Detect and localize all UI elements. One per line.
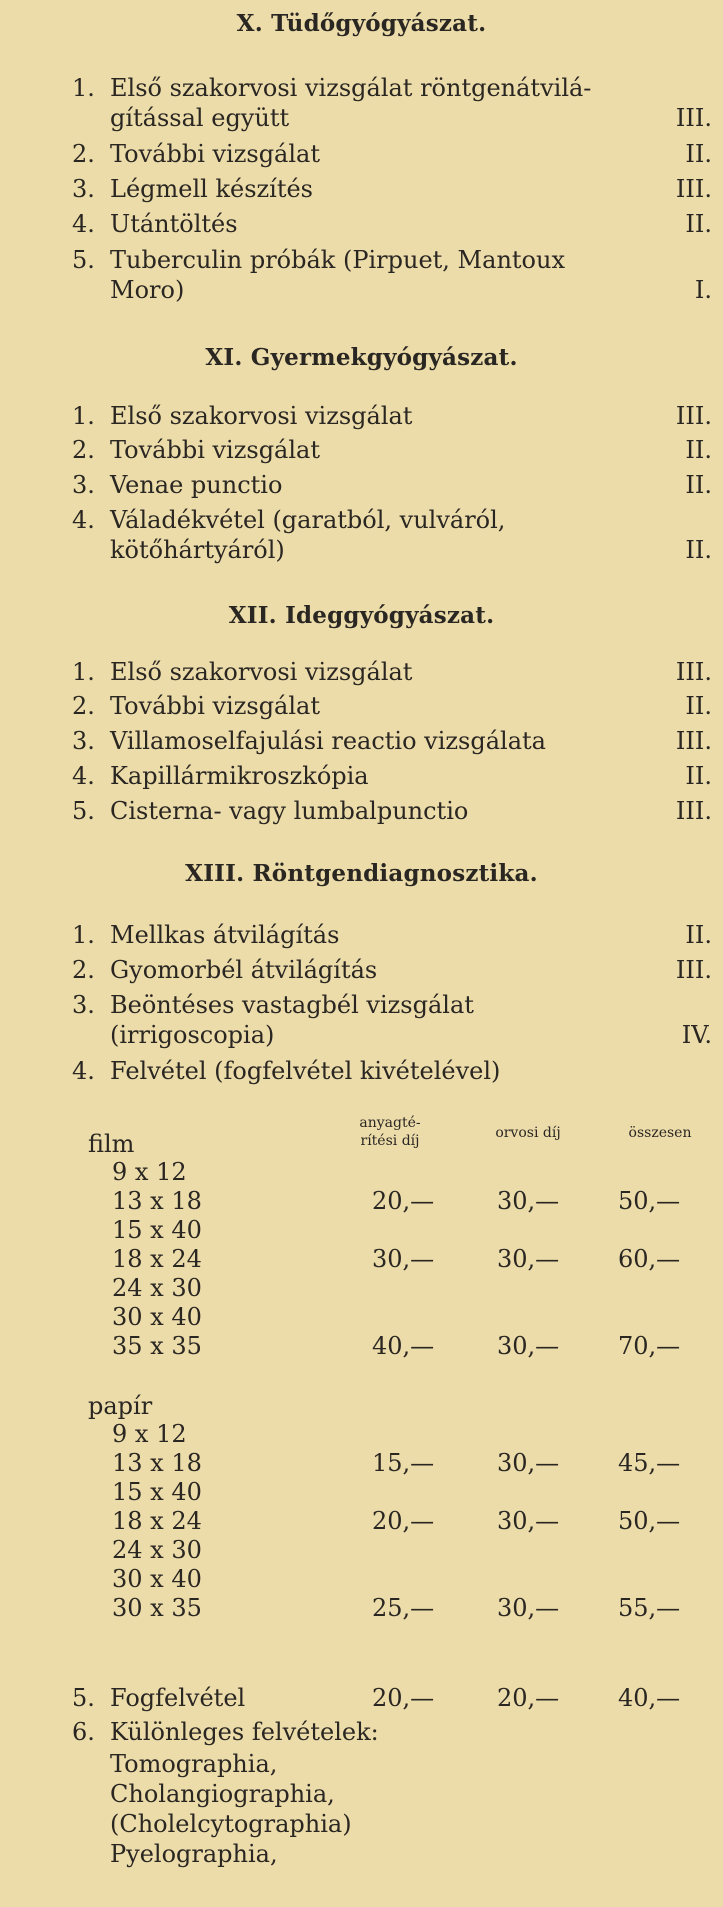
item-number: 3. bbox=[72, 175, 95, 203]
material-fee: 20,— bbox=[372, 1187, 435, 1215]
paper-size: 30 x 35 bbox=[112, 1594, 202, 1622]
table-row bbox=[0, 1420, 723, 1448]
film-size: 13 x 18 bbox=[112, 1187, 202, 1215]
item-text: Mellkas átvilágítás bbox=[110, 921, 340, 949]
item-number: 2. bbox=[72, 692, 95, 720]
table-row bbox=[0, 1303, 723, 1331]
item-number: 4. bbox=[72, 506, 95, 534]
paper-size: 18 x 24 bbox=[112, 1507, 202, 1535]
film-size: 18 x 24 bbox=[112, 1245, 202, 1273]
item-grade: III. bbox=[675, 175, 712, 203]
item-grade: II. bbox=[685, 762, 712, 790]
item-grade: IV. bbox=[681, 1021, 712, 1049]
film-size: 15 x 40 bbox=[112, 1216, 202, 1244]
item-text: Tuberculin próbák (Pirpuet, Mantoux bbox=[110, 246, 565, 274]
item-number: 4. bbox=[72, 210, 95, 238]
item-number: 6. bbox=[72, 1718, 95, 1746]
item-number: 2. bbox=[72, 436, 95, 464]
table-row bbox=[0, 1158, 723, 1186]
table-row bbox=[0, 1478, 723, 1506]
item-grade: II. bbox=[685, 692, 712, 720]
item-text: Kapillármikroszkópia bbox=[110, 762, 369, 790]
item-number: 2. bbox=[72, 140, 95, 168]
paper-size: 13 x 18 bbox=[112, 1449, 202, 1477]
material-fee: 15,— bbox=[372, 1449, 435, 1477]
item-text: Gyomorbél átvilágítás bbox=[110, 956, 378, 984]
item-text-continued: (irrigoscopia) bbox=[110, 1021, 275, 1049]
item-number: 3. bbox=[72, 471, 95, 499]
film-size: 30 x 40 bbox=[112, 1303, 202, 1331]
film-size: 9 x 12 bbox=[112, 1158, 187, 1186]
material-fee: 40,— bbox=[372, 1332, 435, 1360]
table-row bbox=[0, 1565, 723, 1593]
item-grade: III. bbox=[675, 402, 712, 430]
item-number: 4. bbox=[72, 1057, 95, 1085]
item-grade: II. bbox=[685, 536, 712, 564]
item-grade: II. bbox=[685, 140, 712, 168]
column-header-line: anyagté- bbox=[359, 1115, 421, 1131]
total-fee: 45,— bbox=[618, 1449, 681, 1477]
paper-size: 9 x 12 bbox=[112, 1420, 187, 1448]
total-fee: 60,— bbox=[618, 1245, 681, 1273]
doctor-fee: 30,— bbox=[497, 1449, 560, 1477]
item-text: Fogfelvétel bbox=[110, 1684, 246, 1712]
column-header-total: összesen bbox=[628, 1125, 692, 1141]
section-title: XI. Gyermekgyógyászat. bbox=[205, 344, 518, 371]
material-fee: 20,— bbox=[372, 1684, 435, 1712]
group-label: film bbox=[88, 1130, 135, 1158]
item-text-continued: gítással együtt bbox=[110, 104, 290, 132]
item-text: Utántöltés bbox=[110, 210, 238, 238]
item-text: További vizsgálat bbox=[110, 692, 320, 720]
item-text-continued: Moro) bbox=[110, 276, 185, 304]
item-number: 5. bbox=[72, 246, 95, 274]
sub-item-text: Pyelographia, bbox=[110, 1840, 278, 1868]
item-text-continued: kötőhártyáról) bbox=[110, 536, 285, 564]
item-text: Cisterna- vagy lumbalpunctio bbox=[110, 797, 469, 825]
item-text: Villamoselfajulási reactio vizsgálata bbox=[110, 727, 546, 755]
table-row bbox=[0, 1536, 723, 1564]
item-number: 5. bbox=[72, 1684, 95, 1712]
item-text: Felvétel (fogfelvétel kivételével) bbox=[110, 1057, 501, 1085]
item-number: 1. bbox=[72, 74, 95, 102]
table-row bbox=[0, 1507, 723, 1535]
item-grade: II. bbox=[685, 471, 712, 499]
table-row bbox=[0, 1245, 723, 1273]
item-text: Első szakorvosi vizsgálat bbox=[110, 402, 413, 430]
item-grade: III. bbox=[675, 658, 712, 686]
doctor-fee: 30,— bbox=[497, 1594, 560, 1622]
item-number: 3. bbox=[72, 727, 95, 755]
column-header-line: rítési díj bbox=[360, 1133, 420, 1149]
section-title: X. Tüdőgyógyászat. bbox=[236, 10, 487, 37]
table-row bbox=[0, 1187, 723, 1215]
item-number: 4. bbox=[72, 762, 95, 790]
column-header-material-fee bbox=[335, 1114, 445, 1150]
total-fee: 70,— bbox=[618, 1332, 681, 1360]
paper-size: 15 x 40 bbox=[112, 1478, 202, 1506]
table-row bbox=[0, 1684, 723, 1712]
table-row bbox=[0, 1594, 723, 1622]
paper-size: 30 x 40 bbox=[112, 1565, 202, 1593]
material-fee: 20,— bbox=[372, 1507, 435, 1535]
item-text: Légmell készítés bbox=[110, 175, 313, 203]
item-text: Első szakorvosi vizsgálat bbox=[110, 658, 413, 686]
group-label: papír bbox=[88, 1392, 153, 1420]
sub-item-text: Tomographia, bbox=[110, 1750, 278, 1778]
item-grade: II. bbox=[685, 210, 712, 238]
doctor-fee: 30,— bbox=[497, 1245, 560, 1273]
item-text: Különleges felvételek: bbox=[110, 1718, 379, 1746]
sub-item-text: Cholangiographia, bbox=[110, 1780, 335, 1808]
item-text: További vizsgálat bbox=[110, 140, 320, 168]
item-grade: I. bbox=[694, 276, 712, 304]
total-fee: 40,— bbox=[618, 1684, 681, 1712]
section-title: XII. Ideggyógyászat. bbox=[228, 602, 495, 629]
film-size: 24 x 30 bbox=[112, 1274, 202, 1302]
item-number: 5. bbox=[72, 797, 95, 825]
table-row bbox=[0, 1216, 723, 1244]
column-header-doctor-fee: orvosi díj bbox=[495, 1125, 561, 1141]
item-grade: III. bbox=[675, 797, 712, 825]
paper-size: 24 x 30 bbox=[112, 1536, 202, 1564]
item-number: 1. bbox=[72, 402, 95, 430]
total-fee: 50,— bbox=[618, 1187, 681, 1215]
doctor-fee: 30,— bbox=[497, 1187, 560, 1215]
item-grade: III. bbox=[675, 104, 712, 132]
doctor-fee: 30,— bbox=[497, 1507, 560, 1535]
total-fee: 55,— bbox=[618, 1594, 681, 1622]
item-number: 1. bbox=[72, 658, 95, 686]
doctor-fee: 20,— bbox=[497, 1684, 560, 1712]
sub-item-text: (Cholelcytographia) bbox=[110, 1810, 352, 1838]
item-grade: III. bbox=[675, 956, 712, 984]
table-row bbox=[0, 1332, 723, 1360]
material-fee: 25,— bbox=[372, 1594, 435, 1622]
doctor-fee: 30,— bbox=[497, 1332, 560, 1360]
item-text: Beöntéses vastagbél vizsgálat bbox=[110, 991, 474, 1019]
section-title: XIII. Röntgendiagnosztika. bbox=[185, 860, 538, 887]
table-row bbox=[0, 1274, 723, 1302]
item-number: 1. bbox=[72, 921, 95, 949]
item-number: 3. bbox=[72, 991, 95, 1019]
material-fee: 30,— bbox=[372, 1245, 435, 1273]
item-grade: II. bbox=[685, 921, 712, 949]
film-size: 35 x 35 bbox=[112, 1332, 202, 1360]
item-text: Váladékvétel (garatból, vulváról, bbox=[110, 506, 506, 534]
item-grade: III. bbox=[675, 727, 712, 755]
item-text: Első szakorvosi vizsgálat röntgenátvilá- bbox=[110, 74, 592, 102]
total-fee: 50,— bbox=[618, 1507, 681, 1535]
item-text: Venae punctio bbox=[110, 471, 283, 499]
table-row bbox=[0, 1449, 723, 1477]
item-number: 2. bbox=[72, 956, 95, 984]
item-text: További vizsgálat bbox=[110, 436, 320, 464]
item-grade: II. bbox=[685, 436, 712, 464]
